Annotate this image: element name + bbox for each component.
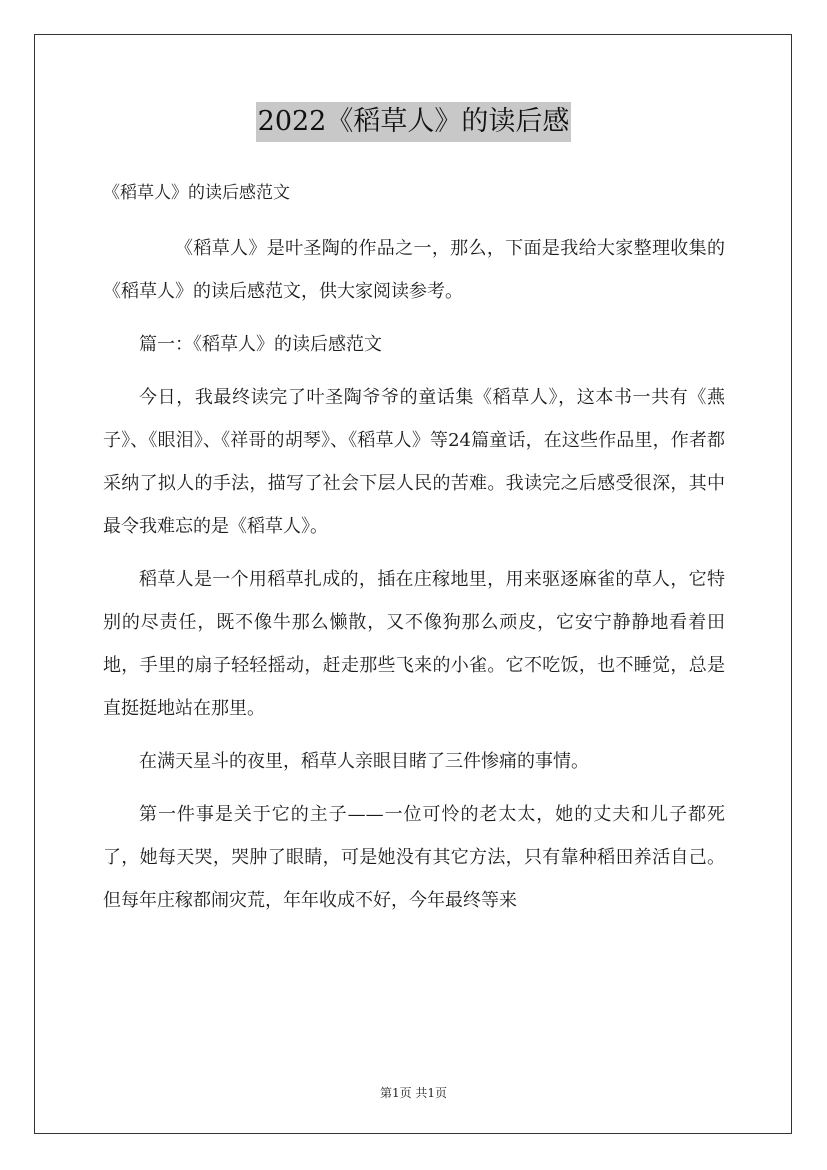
page-footer: 第1页 共1页 [379, 1086, 448, 1100]
paragraph-section-heading: 篇一：《稻草人》的读后感范文 [139, 334, 382, 355]
paragraph: 第一件事是关于它的主子——一位可怜的老太太，她的丈夫和儿子都死了，她每天哭，哭肿了眼睛，可是她没有其它方法，只有靠种稻田养活自己。但每年庄稼都闹灾荒，年年收成不好，今年最终等来 [103, 804, 725, 911]
paragraph: 在满天星斗的夜里，稻草人亲眼目睹了三件惨痛的事情。 [139, 751, 589, 772]
paragraph: 今日，我最终读完了叶圣陶爷爷的童话集《稻草人》，这本书一共有《燕子》、《眼泪》、《祥哥的胡琴》、《稻草人》等24篇童话，在这些作品里，作者都采纳了拟人的手法，描写了社会下层人民的苦难。我读完之后感受很深，其中最令我难忘的是《稻草人》。 [103, 387, 725, 537]
title-container [0, 102, 827, 142]
paragraph: 稻草人是一个用稻草扎成的，插在庄稼地里，用来驱逐麻雀的草人，它特别的尽责任，既不像牛那么懒散，又不像狗那么顽皮，它安宁静静地看着田地，手里的扇子轻轻摇动，赶走那些飞来的小雀。它不吃饭，也不睡觉，总是直挺挺地站在那里。 [103, 569, 725, 719]
document-subtitle: 《稻草人》的读后感范文 [103, 183, 290, 203]
document-title: 2022《稻草人》的读后感 [256, 102, 572, 142]
paragraph-intro: 《稻草人》是叶圣陶的作品之一，那么，下面是我给大家整理收集的《稻草人》的读后感范文，供大家阅读参考。 [103, 238, 725, 302]
document-body [103, 227, 725, 932]
